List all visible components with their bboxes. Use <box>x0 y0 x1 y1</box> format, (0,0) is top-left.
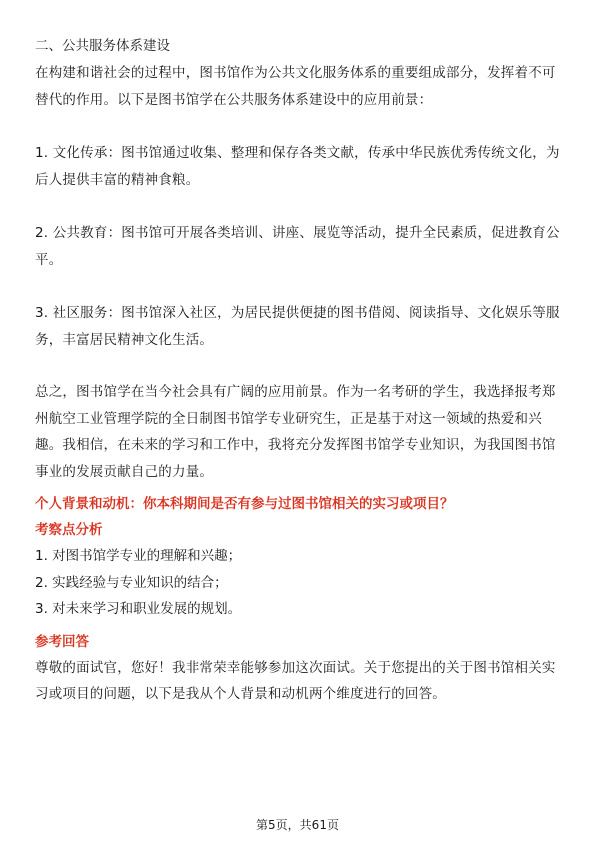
document-page <box>35 32 565 708</box>
spacer <box>35 273 565 300</box>
analysis-heading: 考察点分析 <box>35 522 103 538</box>
analysis-point: 1. 对图书馆学专业的理解和兴趣； <box>35 548 242 564</box>
answer-paragraph: 尊敬的面试官，您好！我非常荣幸能够参加这次面试。关于您提出的关于图书馆相关实习或项目的问题，以下是我从个人背景和动机两个维度进行的回答。 <box>35 659 556 702</box>
analysis-point: 2. 实践经验与专业知识的结合； <box>35 574 228 591</box>
section-title: 二、公共服务体系建设 <box>35 38 170 54</box>
intro-paragraph: 在构建和谐社会的过程中，图书馆作为公共文化服务体系的重要组成部分，发挥着不可替代的作用。以下是图书馆学在公共服务体系建设中的应用前景： <box>35 65 556 108</box>
page-footer: 第5页，共61页 <box>256 818 339 832</box>
analysis-point: 3. 对未来学习和职业发展的规划。 <box>35 601 242 617</box>
spacer <box>35 193 565 220</box>
list-item-community: 3. 社区服务：图书馆深入社区，为居民提供便捷的图书借阅、阅读指导、文化娱乐等服务，丰富居民精神文化生活。 <box>35 305 560 348</box>
spacer <box>35 353 565 379</box>
spacer <box>35 113 565 140</box>
list-item-culture: 1. 文化传承：图书馆通过收集、整理和保存各类文献，传承中华民族优秀传统文化，为后人提供丰富的精神食粮。 <box>35 145 560 188</box>
answer-heading: 参考回答 <box>35 633 89 650</box>
summary-paragraph: 总之，图书馆学在当今社会具有广阔的应用前景。作为一名考研的学生，我选择报考郑州航空工业管理学院的全日制图书馆学专业研究生，正是基于对这一领域的热爱和兴趣。我相信，在未来的学习和工作中，我将充分发挥图书馆学专业知识，为我国图书馆事业的发展贡献自己的力量。 <box>35 384 556 480</box>
question-heading: 个人背景和动机：你本科期间是否有参与过图书馆相关的实习或项目？ <box>35 496 454 512</box>
list-item-education: 2. 公共教育：图书馆可开展各类培训、讲座、展览等活动，提升全民素质，促进教育公平。 <box>35 225 560 268</box>
